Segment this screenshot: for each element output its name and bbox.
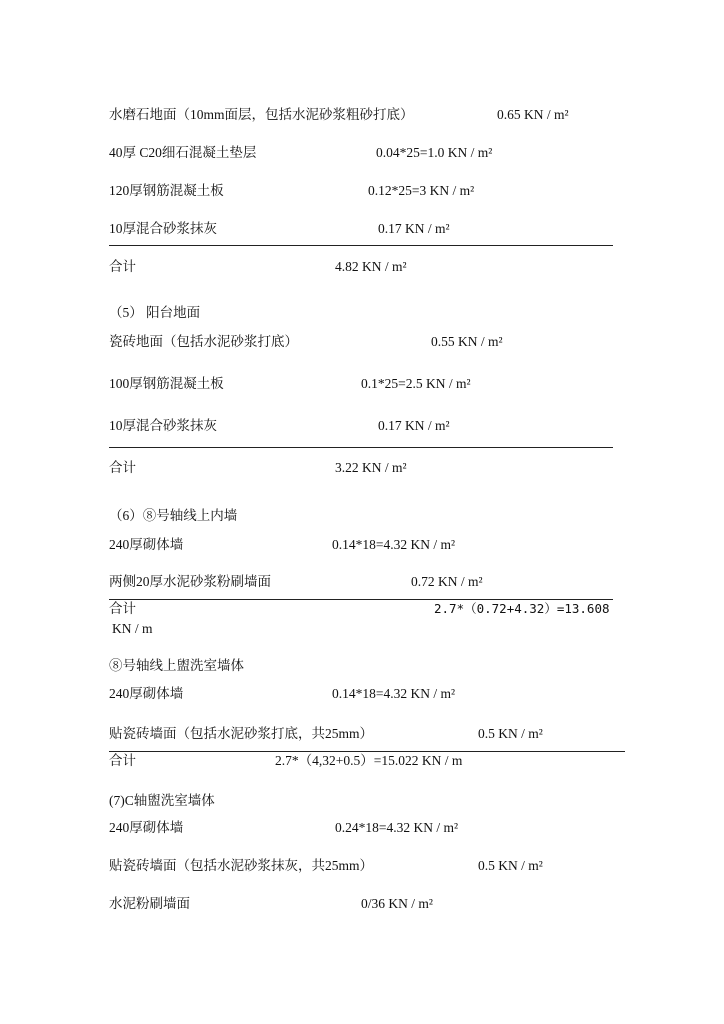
row-value: 0.72 KN / m² [411,574,483,589]
row-value: 0/36 KN / m² [361,896,433,911]
row-value: 0.5 KN / m² [478,858,543,873]
row-value: 0.12*25=3 KN / m² [368,183,475,198]
row-label: 240厚砌体墙 [109,686,184,701]
row-value: 0.14*18=4.32 KN / m² [332,537,456,552]
total-label: 合计 [109,460,136,475]
row-value: 0.55 KN / m² [431,334,503,349]
row-label: 水磨石地面（10mm面层，包括水泥砂浆粗砂打底） [109,107,414,122]
total-value: 3.22 KN / m² [335,460,407,475]
total-unit: KN / m [112,621,153,636]
section-heading: （5） 阳台地面 [109,305,201,320]
row-value: 0.17 KN / m² [378,418,450,433]
section-heading: ⑧号轴线上盥洗室墙体 [109,658,244,673]
row-value: 0.04*25=1.0 KN / m² [376,145,493,160]
total-label: 合计 [109,601,136,616]
row-label: 240厚砌体墙 [109,820,184,835]
row-value: 0.14*18=4.32 KN / m² [332,686,456,701]
row-value: 0.24*18=4.32 KN / m² [335,820,459,835]
total-label: 合计 [109,753,136,768]
row-value: 0.5 KN / m² [478,726,543,741]
row-label: 10厚混合砂浆抹灰 [109,418,217,433]
row-label: 10厚混合砂浆抹灰 [109,221,217,236]
row-label: 100厚钢筋混凝土板 [109,376,224,391]
divider [109,447,613,448]
row-label: 40厚 C20细石混凝土垫层 [109,145,257,160]
section-heading: （6）⑧号轴线上内墙 [109,508,238,523]
row-value: 0.1*25=2.5 KN / m² [361,376,471,391]
row-value: 0.17 KN / m² [378,221,450,236]
total-label: 合计 [109,259,136,274]
section-heading: (7)C轴盥洗室墙体 [109,793,215,808]
row-label: 水泥粉刷墙面 [109,896,190,911]
row-value: 0.65 KN / m² [497,107,569,122]
divider [109,751,625,752]
divider [109,245,613,246]
row-label: 贴瓷砖墙面（包括水泥砂浆打底，共25mm） [109,726,374,741]
total-value: 4.82 KN / m² [335,259,407,274]
total-value: 2.7*（4,32+0.5）=15.022 KN / m [275,753,463,768]
total-value: 2.7*（0.72+4.32）=13.608 [434,601,610,616]
row-label: 两侧20厚水泥砂浆粉刷墙面 [109,574,271,589]
row-label: 瓷砖地面（包括水泥砂浆打底） [109,334,298,349]
row-label: 240厚砌体墙 [109,537,184,552]
row-label: 120厚钢筋混凝土板 [109,183,224,198]
row-label: 贴瓷砖墙面（包括水泥砂浆抹灰，共25mm） [109,858,374,873]
divider [109,599,613,600]
